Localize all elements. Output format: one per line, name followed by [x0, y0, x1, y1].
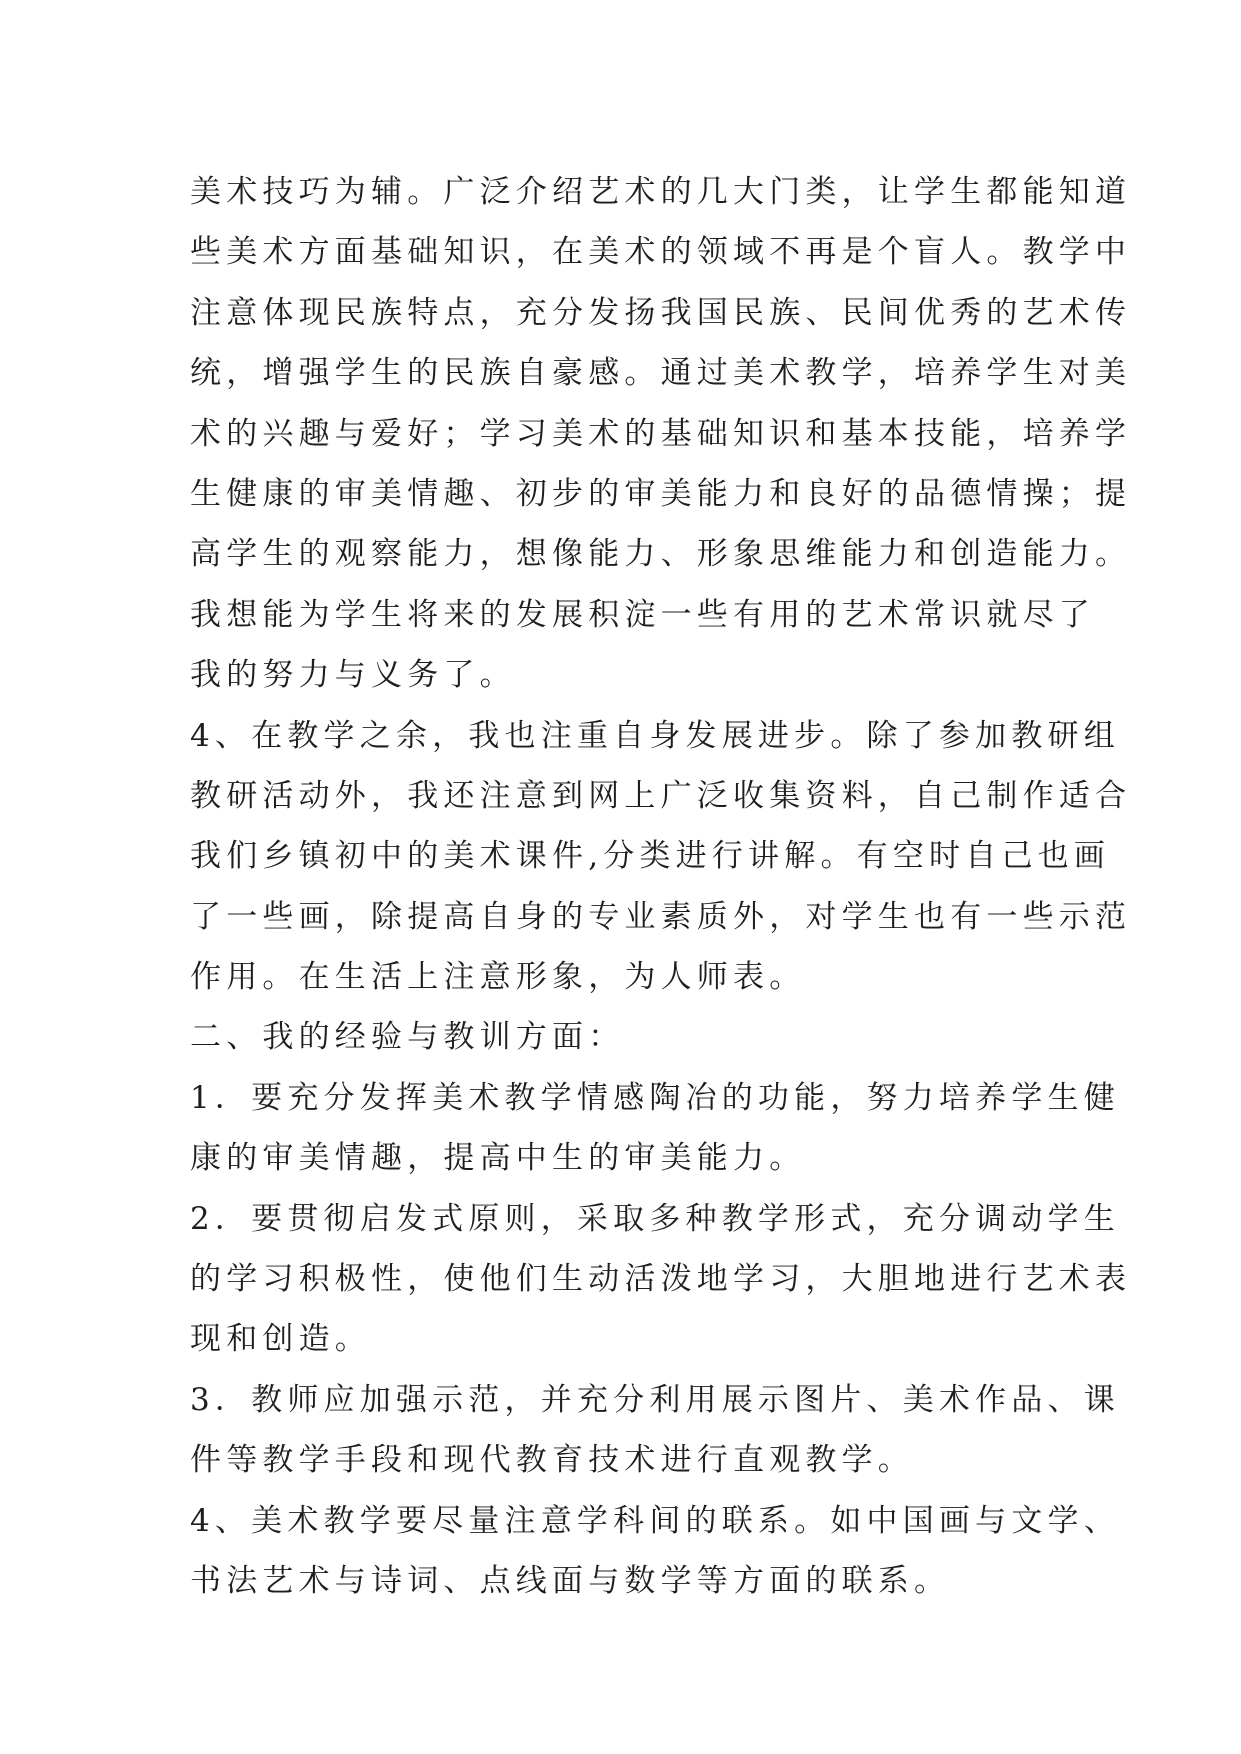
text-line: 书法艺术与诗词、点线面与数学等方面的联系。	[190, 1562, 951, 1599]
text-line: 美术技巧为辅。广泛介绍艺术的几大门类，让学生都能知道	[190, 174, 1132, 210]
text-line: 我想能为学生将来的发展积淀一些有用的艺术常识就尽了	[190, 596, 1095, 633]
body-text	[190, 162, 1132, 1611]
text-line: 我的努力与义务了。	[190, 657, 516, 694]
text-line: 3．教师应加强示范，并充分利用展示图片、美术作品、课	[190, 1381, 1120, 1418]
text-line: 教研活动外，我还注意到网上广泛收集资料，自己制作适合	[190, 777, 1132, 814]
section-heading: 二、我的经验与教训方面：	[190, 1019, 625, 1056]
text-line: 生健康的审美情趣、初步的审美能力和良好的品德情操；提	[190, 475, 1132, 512]
text-line: 了一些画，除提高自身的专业素质外，对学生也有一些示范	[190, 898, 1132, 935]
text-line: 4、美术教学要尽量注意学科间的联系。如中国画与文学、	[190, 1502, 1120, 1539]
text-line: 康的审美情趣，提高中生的审美能力。	[190, 1140, 806, 1177]
text-line: 现和创造。	[190, 1321, 371, 1358]
text-line: 高学生的观察能力，想像能力、形象思维能力和创造能力。	[190, 536, 1132, 573]
text-line: 注意体现民族特点，充分发扬我国民族、民间优秀的艺术传	[190, 294, 1132, 331]
text-line: 件等教学手段和现代教育技术进行直观教学。	[190, 1442, 914, 1479]
text-line: 1．要充分发挥美术教学情感陶冶的功能，努力培养学生健	[190, 1079, 1120, 1116]
text-line: 我们乡镇初中的美术课件,分类进行讲解。有空时自己也画	[190, 838, 1111, 875]
text-line: 作用。在生活上注意形象，为人师表。	[190, 959, 806, 996]
text-line: 统，增强学生的民族自豪感。通过美术教学，培养学生对美	[190, 355, 1132, 392]
text-line: 术的兴趣与爱好；学习美术的基础知识和基本技能，培养学	[190, 415, 1132, 452]
text-line: 2．要贯彻启发式原则，采取多种教学形式，充分调动学生	[190, 1200, 1120, 1237]
text-line: 的学习积极性，使他们生动活泼地学习，大胆地进行艺术表	[190, 1261, 1132, 1298]
text-line: 4、在教学之余，我也注重自身发展进步。除了参加教研组	[190, 717, 1120, 754]
text-line: 些美术方面基础知识，在美术的领域不再是个盲人。教学中	[190, 234, 1132, 271]
